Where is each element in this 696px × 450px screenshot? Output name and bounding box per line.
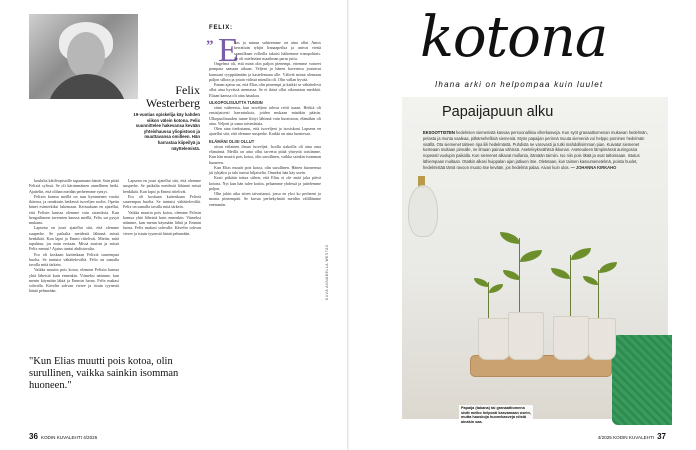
paragraph: Ero oli koskaan kuitenkaan Felixiä suurempaa huolta. Se tuntuisi vähättelevältä. Felix on samalla tavalla mitä tärkein. [123,193,201,210]
paragraph: Ennen ajatus on, että Elias olin pienempi ja kaikki se vähättelevä ollut aina hyvässä asemassa. Se ei ikinä ollut oikeastaan merkkiä. Eliaan kanssa oli aina hauskaa. [209,82,321,98]
paragraph: Kun Elias muutti pois kotoa, olin surullinen. Hänen huoneensa jäi tyhjäksi ja talo tuntui hiljaiselta. Onneksi hän käy usein. [209,164,321,175]
paragraph: Lapsena en juuri ajatellut sitä, että olemme uusperhe. Se paikalta meidestä lähinnä missä henkikää. Kun lapsi ja Emmi riitelivät. [123,178,201,194]
photo-credit: KUVA ANNABELLA WESTAS [325,244,329,300]
folio-right [598,432,666,441]
intro-text: hedelmien siemenistä kasvaa persoonallisia viherkasveja. Kun syöt granaattiomenan mukavan hedelmän, pelasta ja munta vaaleaa, pitkämehellisiä siemeniä. Myös papaijan perinnä muuta siemeniä voi helppo pominen hedelmän sisällä. Ota siemenet talteen ripa liili hedelmästä. Puhdista ne varovasti ja tutki mahdollisimman pian. Kuivatut siemenet kosteaan multaan pinnalle, ne ilmaan painaa vähissä. Aseteleyksvähitsä ikkunan. Aseteudeen lämpimässä auringossa nopeasti vuolupin paikalla. Kun siemenet alkavat mullanta, itämään taimiin. Iso niin pois itkää ja ovat taltoissaan. Istutus lähiempaan multaan. Otatkin alkasi huippalan ajan jatkuen itse. Oletetaan, kun taimen kasvumenetelmä, poista huolet, hedelmistää tämä ravoon muoto itse kevään, jos hedelmä palaa. Aivan kuin ulos. [423,130,648,170]
paragraph: Felixin kanssa meillä on taas kymmenen vuotta ikäeroa, ja omaksuin hetkessä isoveljen roolin. Opetin hänet esimerkiksi lukemaan. Kertaukaan en ajatellut, että Felixin kanssa olemme vain sisaruksia. Kun hengailimme tavernien kanssa meillä, Felix sai pysyä mukana. [29,193,119,225]
page-gutter [347,0,349,450]
section-headline: kotona [420,5,608,70]
folio-left [29,432,97,441]
intro-lead: EKSOOTTISTEN [423,130,455,135]
paragraph: Olen aina tiedostanut, että isoveljeni ja isosiskoni Lapsena en ajatellut sitä, että olemme uusperhe. Kaikki on aina luontevaa. [209,126,321,137]
paragraph: Ero oli koskaan kuitenkaan Felixiä suurempaa huolta. Se tuntuisi vähättelevältä. Felix on samalla tavalla mitä tärkein. [29,251,119,267]
page-number: 37 [657,432,666,441]
paragraph: Lapsena en juuri ajatellut sitä, että olemme suuperhe. Se paikalta meidestä lähinnä missä henkikää. Kun lapsi ja Emmi riitelivät. Mietin, mitä tapahtuu, jos mun erotaan. Missä asuisin ja missä Felix menisi? Ajatus tuntui ahdistavalta. [29,225,119,252]
paragraph: aivan erilainen ilman isoveljeä. Isoilla siskoilla oli aina oma elämänsä. Meillä on aina ollut tarvetta pitää yhteyttä toisiimme. Kun hän muutti pois kotoa, olin surullinen, vaikka sainkin isomman huoneen. [209,143,321,165]
paragraph: Kesti pitkään tottua siihen, että Elias ei ole enää joka päivä kotona. Nyt kun hän tulee kotiin, pelaamme yhdessä ja juttelemme paljon. [209,175,321,191]
photo-caption: Papaija (takana) tai granaattiomena sivät melko helposti kasvamaan usein, mutta hauskoja huonekasveja niistä ainakin saa. [459,405,533,425]
article-column-2 [123,178,201,236]
drop-cap: E [218,32,239,69]
plant-pot [508,312,544,360]
green-cloth [612,335,672,425]
portrait-photo [29,14,138,99]
paragraph: Vaikka muutin pois kotoa, olemme Felixin kanssa yhtä läheisiä kuin ennenkin. Viimeksi näimme, kun menin käymään lähtä ja Emmin luona. Felix makasi sohvalla. Kävelin sohvan vieree ja istuin tyynestä häntä pehmeään. [123,209,201,236]
paragraph: Ongelma oli, että minä olin paljon pienempi, ettemme voineet pompata samaan aikaan. Veljeni ja hänen kaverinsa joutuivat kanssani ryyppäämään ja kastelemaan olle. Välivät minut olemaan paljon silloin ja jotain välissä minulla oli. Olin vallan hyvää. [209,61,321,82]
article-intro [423,130,649,171]
article-title: Papaijapuun alku [442,104,554,120]
spray-bottle [408,185,438,237]
section-label: FELIX: [209,25,233,31]
plant-pot [553,316,589,360]
portrait-caption: 19-vuotias opiskelija käy kahden viikon välein kotona. Felix suunnittelee hakevansa kevään yhteishaussa yliopistoon ja muuttavansa omilleen. Hän harrastaa kiipeilyä ja näyttelemistä. [133,112,200,151]
quote-mark-icon: ” [206,38,214,54]
article-column-3 [209,40,321,207]
folio-text: 4/2025 KODIN KUVALEHTI [597,435,655,440]
paragraph: lias ja minun suhteemme on aina ollut Amos kerrattuin tyhjin linnaapeilua ja univat viettä saamilkaan rulloilla takaisi häikemme trampoliinis. Se oli mielestäni maailman paras juttu. [234,40,321,61]
folio-text: KODIN KUVALEHTI 4/2025 [40,435,98,440]
page-number: 36 [29,432,38,441]
pull-quote: "Kun Elias muutti pois kotoa, olin surullinen, vaikka sainkin isomman huoneen." [29,356,179,391]
section-subtitle: Ihana arki on helpompaa kuin luulet [435,80,604,89]
article-column-1 [29,178,119,294]
byline: — JOHANNA KIRKAHO [570,164,617,170]
subhead: ULKOPOLISUUTTA TUNSIN [209,99,263,105]
paragraph: Olin jokin aika sitten taivuttanut, jossa en yksi ko perheeni ja monta pienempää. Se kuvaa perhekylmää meidän välillämme enemmän. [209,191,321,207]
paragraph: koululta kätilöopistolle tapaamaan häntä. Sain pitää Felixiä sylissä. Se oli kärrinmäinen onnellinen hetki. Ajattelin, että olihan meidän perheemme syntyi. [29,178,119,194]
plant-pot [478,318,510,360]
subhead: ELÄMÄNI OLISI OLLUT [209,138,255,144]
paragraph: Vaikka muutin pois kotoa, olemme Felixin kanssa yhtä läheisiä kuin ennenkin. Viimeksi näimme, kun menin käymään lähtä ja Emmin luona. Felix makasi sohvalla. Kävelin sohvan vieree ja istuin tyynestä häntä pehmeään. [29,267,119,294]
plant-pot [588,318,616,360]
paragraph: siinä vaiheessa, kun noveljeni tahvat rettii tuaan. Hetkiä oli ensisijaisesti harrastuksia, joiden mukaan minäkin pääsin. Ulkopuolisuuden tunne liittyi lähinnä vain huomioon, elämäkin oli aina. Veljeni ja sama toisenlaisia. [209,105,321,126]
portrait-name: Felix Westerberg [145,83,200,110]
